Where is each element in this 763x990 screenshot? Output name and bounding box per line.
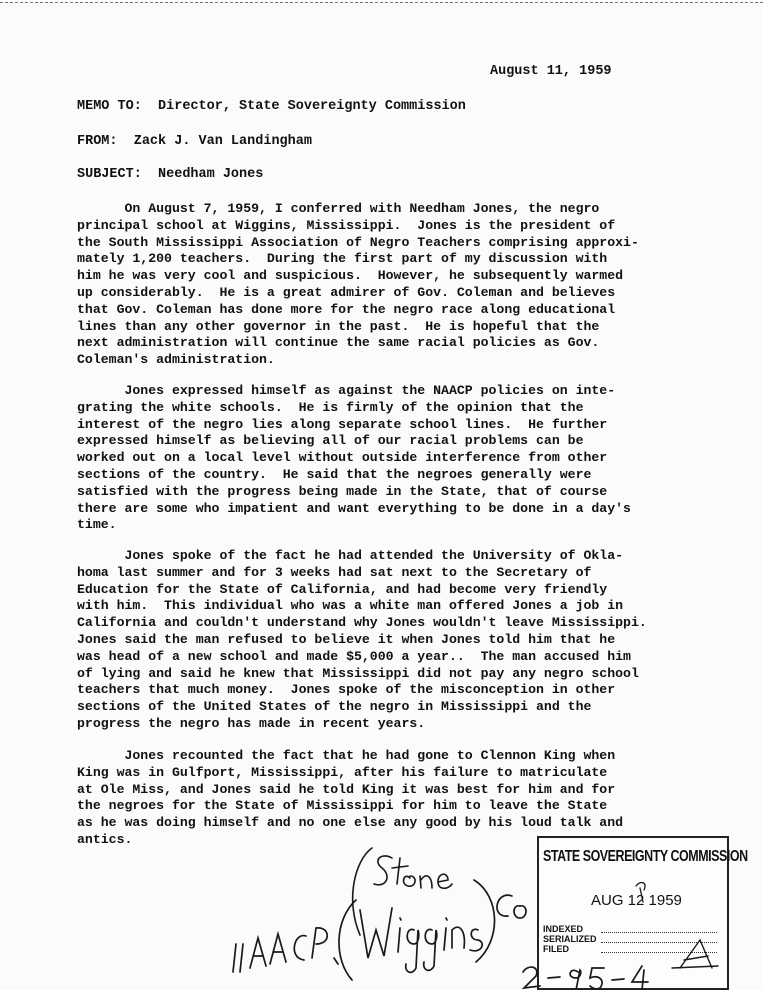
memo-to-value: Director, State Sovereignty Commission <box>158 99 466 114</box>
text-line: Coleman's administration. <box>77 352 275 368</box>
stamp-line <box>601 932 717 933</box>
text-line: the negroes for the State of Mississippi for him to leave the State <box>77 798 608 814</box>
text-line: mately 1,200 teachers. During the first part of my discussion with <box>77 251 608 267</box>
top-border-line <box>0 2 763 3</box>
text-line: the South Mississippi Association of Negro Teachers comprising approxi- <box>77 234 639 250</box>
memo-date: August 11, 1959 <box>490 64 612 79</box>
text-line: antics. <box>77 831 133 847</box>
text-line: him he was very cool and suspicious. However, he subsequently warmed <box>77 268 624 284</box>
text-line: sections of the country. He said that the negroes generally were <box>77 466 592 482</box>
stamp-date: AUG 12 1959 <box>591 892 682 909</box>
text-line: interest of the negro lies along separate school lines. He further <box>77 416 608 432</box>
stamp-line <box>601 952 717 953</box>
memo-from-value: Zack J. Van Landingham <box>133 134 312 149</box>
text-line: sections of the United States of the negro in Mississippi and the <box>77 699 592 715</box>
text-line: grating the white schools. He is firmly of the opinion that the <box>77 399 584 415</box>
stamp-row-serialized: SERIALIZED <box>543 934 597 944</box>
text-line: as he was doing himself and no one else any good by his loud talk and <box>77 815 624 831</box>
text-line: Jones expressed himself as against the NAACP policies on inte- <box>77 383 616 398</box>
stamp-row-filed: FILED <box>543 944 569 954</box>
text-line: Jones recounted the fact that he had gone to Clennon King when <box>77 748 616 763</box>
memo-from-label: FROM: <box>77 134 118 149</box>
text-line: Jones spoke of the fact he had attended the University of Okla- <box>77 548 624 563</box>
memo-subject-value: Needham Jones <box>158 167 264 182</box>
text-line: was head of a new school and made $5,000 a year.. The man accused him <box>77 648 631 664</box>
text-line: King was in Gulfport, Mississippi, after his failure to matriculate <box>77 764 608 780</box>
text-line: principal school at Wiggins, Mississippi. Jones is the president of <box>77 217 616 233</box>
stamp-title: STATE SOVEREIGNTY COMMISSION <box>543 848 748 865</box>
text-line: that Gov. Coleman has done more for the negro race along educational <box>77 301 616 317</box>
text-line: expressed himself as believing all of our racial problems can be <box>77 433 584 449</box>
handwriting-stone <box>353 848 452 935</box>
text-line: of lying and said he knew that Mississippi did not pay any negro school <box>77 665 639 681</box>
text-line: Education for the State of California, and had become very friendly <box>77 581 608 597</box>
text-line: time. <box>77 517 117 533</box>
text-line: there are some who impatient and want everything to be done in a day's <box>77 500 631 516</box>
text-line: progress the negro has made in recent years. <box>77 715 426 731</box>
text-line: teachers that much money. Jones spoke of the misconception in other <box>77 682 616 698</box>
text-line: On August 7, 1959, I conferred with Needham Jones, the negro <box>77 201 600 216</box>
stamp-line <box>601 942 717 943</box>
text-line: California and couldn't understand why Jones wouldn't leave Mississippi. <box>77 615 647 631</box>
memo-from-line <box>77 134 312 149</box>
paragraph-2 <box>77 383 727 534</box>
text-line: satisfied with the progress being made in the State, that of course <box>77 483 608 499</box>
text-line: with him. This individual who was a white man offered Jones a job in <box>77 598 624 614</box>
commission-received-stamp <box>537 836 748 990</box>
handwriting-naacp-wiggins <box>233 880 526 980</box>
text-line: at Ole Miss, and Jones said he told King it was best for him and for <box>77 781 616 797</box>
paragraph-3 <box>77 548 727 733</box>
memo-to-line <box>77 99 466 114</box>
text-line: next administration will continue the same racial policies as Gov. <box>77 335 600 351</box>
memo-subject-line <box>77 167 263 182</box>
stamp-row-indexed: INDEXED <box>543 924 584 934</box>
paragraph-4 <box>77 748 727 849</box>
text-line: worked out on a local level without outside interference from other <box>77 450 608 466</box>
memo-subject-label: SUBJECT: <box>77 167 142 182</box>
text-line: Jones said the man refused to believe it when Jones told him that he <box>77 631 616 647</box>
text-line: homa last summer and for 3 weeks had sat next to the Secretary of <box>77 564 592 580</box>
paragraph-1 <box>77 201 727 369</box>
text-line: lines than any other governor in the past. He is hopeful that the <box>77 318 600 334</box>
text-line: up considerably. He is a great admirer of Gov. Coleman and believes <box>77 284 616 300</box>
memo-to-label: MEMO TO: <box>77 99 142 114</box>
